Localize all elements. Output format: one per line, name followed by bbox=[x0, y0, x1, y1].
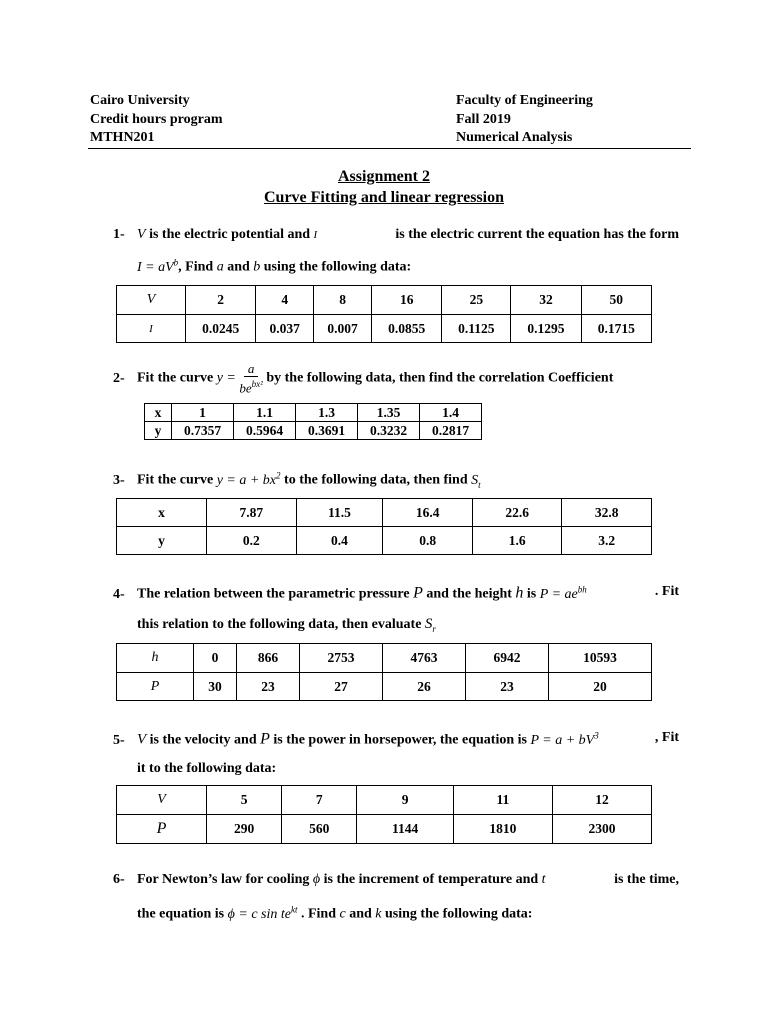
table-cell: 0.4 bbox=[296, 527, 383, 555]
q2-data-table bbox=[144, 403, 482, 440]
question-number: 6- bbox=[113, 872, 125, 887]
q3-text-end: to the following data, then find bbox=[280, 472, 472, 488]
table-cell: y bbox=[145, 422, 172, 440]
var-a: a bbox=[216, 259, 224, 275]
var-p: P bbox=[260, 730, 270, 748]
q6-using: using the following data: bbox=[381, 906, 533, 922]
table-cell: P bbox=[117, 673, 194, 701]
table-cell: y bbox=[117, 527, 207, 555]
table-cell: 290 bbox=[207, 815, 282, 844]
var-v: V bbox=[137, 227, 146, 242]
q4-fit: . Fit bbox=[654, 584, 679, 599]
q1-text: is the electric potential and bbox=[145, 227, 314, 242]
assignment-subtitle: Curve Fitting and linear regression bbox=[264, 189, 504, 206]
table-cell: 1 bbox=[172, 404, 234, 422]
q4-equation: $P = ae^{bh}$ bbox=[539, 584, 587, 602]
var-p: P bbox=[413, 584, 423, 602]
table-cell: 0.3232 bbox=[358, 422, 420, 440]
table-row bbox=[117, 786, 652, 815]
table-cell: P bbox=[117, 815, 207, 844]
q1-data-table bbox=[116, 285, 652, 343]
question-number: 1- bbox=[113, 227, 125, 242]
table-cell: 1810 bbox=[453, 815, 552, 844]
table-cell: 20 bbox=[548, 673, 651, 701]
q1-using: using the following data: bbox=[260, 259, 412, 275]
question-number: 3- bbox=[113, 472, 125, 488]
table-cell: 560 bbox=[282, 815, 357, 844]
q5-text-2: is the power in horsepower, the equation is bbox=[269, 732, 531, 748]
var-phi: ϕ bbox=[312, 872, 321, 887]
table-cell: 0 bbox=[194, 644, 237, 673]
table-cell: 2 bbox=[186, 286, 256, 315]
table-cell: 7 bbox=[282, 786, 357, 815]
q3-equation: $y = a + bx^2$ bbox=[216, 470, 281, 488]
table-cell: 11.5 bbox=[296, 499, 383, 527]
frac-denominator: $be^{bx^2}$ bbox=[239, 379, 263, 396]
q1-find: , Find bbox=[178, 259, 217, 275]
table-row bbox=[117, 644, 652, 673]
table-cell: 0.1715 bbox=[581, 315, 651, 343]
var-i: I bbox=[313, 229, 318, 241]
var-k: k bbox=[375, 906, 382, 922]
table-cell: 866 bbox=[236, 644, 299, 673]
question-2-line bbox=[113, 362, 681, 395]
table-cell: x bbox=[145, 404, 172, 422]
table-cell: 6942 bbox=[465, 644, 548, 673]
q1-and: and bbox=[223, 259, 254, 275]
table-row bbox=[117, 315, 652, 343]
q2-text: Fit the curve bbox=[137, 370, 217, 386]
var-t: t bbox=[541, 872, 546, 887]
q5-fit: , Fit bbox=[654, 730, 679, 745]
table-cell: 0.1125 bbox=[442, 315, 511, 343]
table-cell: 30 bbox=[194, 673, 237, 701]
table-row bbox=[117, 499, 652, 527]
course-code: MTHN201 bbox=[90, 130, 155, 145]
q3-st: $S_t$ bbox=[471, 472, 481, 490]
table-cell: 8 bbox=[314, 286, 372, 315]
table-cell: h bbox=[117, 644, 194, 673]
question-5-line-1 bbox=[113, 730, 681, 749]
table-cell: 23 bbox=[236, 673, 299, 701]
table-cell: 0.2 bbox=[207, 527, 297, 555]
var-b: b bbox=[253, 259, 261, 275]
table-cell: 16 bbox=[372, 286, 442, 315]
university-name: Cairo University bbox=[90, 93, 190, 108]
q4-text-2: and the height bbox=[422, 586, 516, 602]
frac-numerator: a bbox=[244, 362, 259, 377]
table-cell: 1.1 bbox=[234, 404, 296, 422]
q3-data-table bbox=[116, 498, 652, 555]
q6-text-4: the equation is bbox=[137, 906, 228, 922]
table-cell: 0.0245 bbox=[186, 315, 256, 343]
question-6-line-2 bbox=[137, 904, 532, 923]
table-cell: x bbox=[117, 499, 207, 527]
question-6-line-1 bbox=[113, 872, 681, 888]
table-row bbox=[117, 286, 652, 315]
table-cell: 50 bbox=[581, 286, 651, 315]
table-cell: 2753 bbox=[299, 644, 382, 673]
question-number: 2- bbox=[113, 370, 125, 386]
table-cell: 1.6 bbox=[472, 527, 562, 555]
header-divider bbox=[88, 148, 691, 149]
table-cell: 12 bbox=[552, 786, 651, 815]
question-5-line-2: it to the following data: bbox=[137, 761, 277, 776]
table-cell: 1.3 bbox=[296, 404, 358, 422]
table-row bbox=[145, 404, 482, 422]
q4-text: The relation between the parametric pressure bbox=[137, 586, 414, 602]
question-3-line bbox=[113, 470, 681, 489]
table-cell: 7.87 bbox=[207, 499, 297, 527]
table-cell: 9 bbox=[357, 786, 453, 815]
table-cell: 0.007 bbox=[314, 315, 372, 343]
table-cell: 1144 bbox=[357, 815, 453, 844]
q6-and: and bbox=[345, 906, 376, 922]
table-row bbox=[117, 815, 652, 844]
table-cell: 16.4 bbox=[383, 499, 473, 527]
course-name: Numerical Analysis bbox=[456, 130, 573, 145]
table-cell: V bbox=[117, 786, 207, 815]
question-1-line-1 bbox=[113, 227, 681, 243]
q3-text: Fit the curve bbox=[137, 472, 217, 488]
assignment-title: Assignment 2 bbox=[337, 168, 430, 185]
q2-fraction bbox=[239, 362, 262, 395]
q6-text-3: is the time, bbox=[614, 872, 679, 887]
table-cell: 11 bbox=[453, 786, 552, 815]
table-row bbox=[145, 422, 482, 440]
table-cell: 0.8 bbox=[383, 527, 473, 555]
table-cell: 3.2 bbox=[562, 527, 652, 555]
table-row bbox=[117, 673, 652, 701]
table-cell: 25 bbox=[442, 286, 511, 315]
table-cell: 32.8 bbox=[562, 499, 652, 527]
q4-text-3: this relation to the following data, then evaluate bbox=[137, 617, 425, 632]
table-cell: 10593 bbox=[548, 644, 651, 673]
table-cell: 0.0855 bbox=[372, 315, 442, 343]
table-cell: 0.7357 bbox=[172, 422, 234, 440]
table-cell: 26 bbox=[382, 673, 465, 701]
table-cell: 0.1295 bbox=[511, 315, 581, 343]
q1-text-end: is the electric current the equation has the form bbox=[395, 227, 679, 242]
question-1-line-2 bbox=[137, 257, 411, 276]
program-name: Credit hours program bbox=[90, 111, 223, 127]
q5-data-table bbox=[116, 785, 652, 844]
question-4-line-2 bbox=[137, 616, 436, 634]
q5-equation: $P = a + bV^3$ bbox=[530, 730, 599, 748]
table-cell: 4763 bbox=[382, 644, 465, 673]
question-4-line-1 bbox=[113, 584, 681, 603]
table-cell: 4 bbox=[256, 286, 314, 315]
var-c: c bbox=[339, 906, 346, 922]
q5-text: is the velocity and bbox=[146, 732, 261, 748]
table-cell: 27 bbox=[299, 673, 382, 701]
header-left bbox=[90, 92, 222, 148]
var-h: h bbox=[515, 584, 524, 602]
table-cell: 22.6 bbox=[472, 499, 562, 527]
table-cell: V bbox=[117, 286, 186, 315]
table-cell: I bbox=[117, 315, 186, 343]
table-cell: 1.4 bbox=[420, 404, 482, 422]
table-cell: 5 bbox=[207, 786, 282, 815]
q2-text-end: by the following data, then find the correlation Coefficient bbox=[262, 370, 614, 386]
header-right bbox=[456, 92, 593, 148]
q6-text: For Newton’s law for cooling bbox=[137, 872, 313, 887]
table-cell: 23 bbox=[465, 673, 548, 701]
q6-equation: ϕ = c $\sin te^{kt}$ bbox=[227, 904, 298, 922]
question-number: 4- bbox=[113, 586, 125, 602]
semester: Fall 2019 bbox=[456, 111, 511, 127]
table-cell: 0.3691 bbox=[296, 422, 358, 440]
q1-equation: $I = aV^b$ bbox=[137, 257, 179, 275]
faculty-name: Faculty of Engineering bbox=[456, 93, 593, 108]
var-v: V bbox=[137, 731, 147, 748]
q4-data-table bbox=[116, 643, 652, 701]
question-number: 5- bbox=[113, 732, 125, 748]
table-cell: 0.5964 bbox=[234, 422, 296, 440]
table-row bbox=[117, 527, 652, 555]
q2-eq-lhs: y = bbox=[216, 370, 236, 386]
q6-find: . Find bbox=[297, 906, 340, 922]
table-cell: 1.35 bbox=[358, 404, 420, 422]
table-cell: 32 bbox=[511, 286, 581, 315]
q6-text-2: is the increment of temperature and bbox=[320, 872, 542, 887]
table-cell: 2300 bbox=[552, 815, 651, 844]
table-cell: 0.2817 bbox=[420, 422, 482, 440]
table-cell: 0.037 bbox=[256, 315, 314, 343]
q4-sr: $S_r$ bbox=[424, 616, 436, 634]
q4-is: is bbox=[523, 586, 540, 602]
